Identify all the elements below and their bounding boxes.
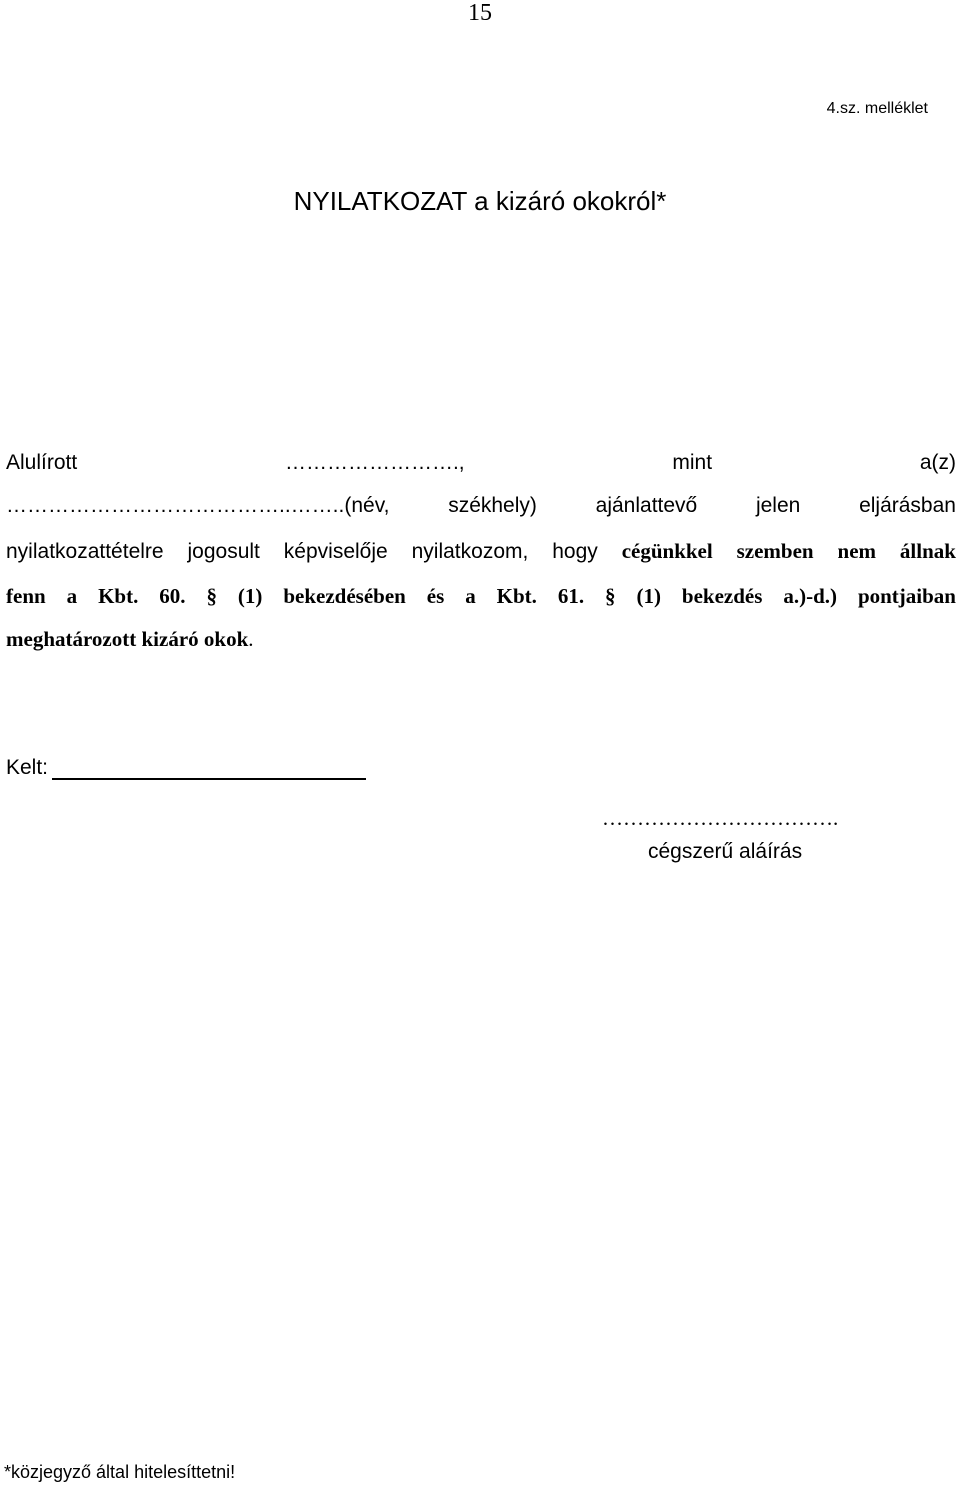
word: nyilatkozom, (411, 540, 529, 563)
word: jogosult (187, 540, 260, 563)
word: székhely) (448, 494, 537, 517)
statement-line-5 (6, 627, 956, 652)
word-bold: Kbt. (496, 584, 537, 608)
word: hogy (552, 540, 598, 563)
period: . (248, 627, 254, 651)
word: képviselője (283, 540, 388, 563)
page-number: 15 (468, 0, 492, 26)
date-label: Kelt: (6, 756, 49, 779)
word: eljárásban (859, 494, 956, 517)
word: Alulírott (6, 451, 78, 474)
word-bold: állnak (899, 539, 956, 563)
word: a(z) (919, 451, 956, 474)
signature-label: cégszerű aláírás (648, 840, 803, 863)
word-bold: a.)-d.) (783, 584, 838, 608)
word-bold: szemben (736, 539, 814, 563)
word-bold: Kbt. (98, 584, 139, 608)
word-bold: a (465, 584, 476, 608)
word-bold: (1) (636, 584, 661, 608)
statement-line-4 (6, 584, 956, 609)
word-bold: 60. (159, 584, 186, 608)
word: jelen (755, 494, 801, 517)
statement-line-3 (6, 539, 956, 564)
word-bold: és (426, 584, 445, 608)
date-field (6, 756, 366, 780)
statement-line-2 (6, 494, 956, 518)
word-bold: a (66, 584, 78, 608)
signature-dots: ……………………………. (602, 806, 839, 830)
word-bold: nem (837, 539, 877, 563)
company-placeholder: …………………………………..……..(név, (6, 494, 390, 517)
word-bold: pontjaiban (857, 584, 956, 608)
word-bold: bekezdésében (283, 584, 406, 608)
section-sign: § (206, 584, 217, 608)
annex-label: 4.sz. melléklet (826, 100, 928, 117)
word-bold: 61. (557, 584, 585, 608)
section-sign: § (605, 584, 616, 608)
word-bold: cégünkkel (621, 539, 713, 563)
date-blank-line (52, 756, 366, 780)
document-title: NYILATKOZAT a kizáró okokról* (293, 186, 667, 216)
statement-bold-ending: meghatározott kizáró okok (6, 627, 249, 651)
name-placeholder: ……………………., (284, 451, 465, 474)
word: nyilatkozattételre (6, 540, 164, 563)
word: mint (672, 451, 713, 474)
word-bold: fenn (6, 584, 46, 608)
footnote: *közjegyző által hitelesíttetni! (4, 1462, 236, 1482)
word: ajánlattevő (595, 494, 698, 517)
word-bold: (1) (237, 584, 263, 608)
word-bold: bekezdés (681, 584, 763, 608)
statement-line-1 (6, 451, 956, 475)
